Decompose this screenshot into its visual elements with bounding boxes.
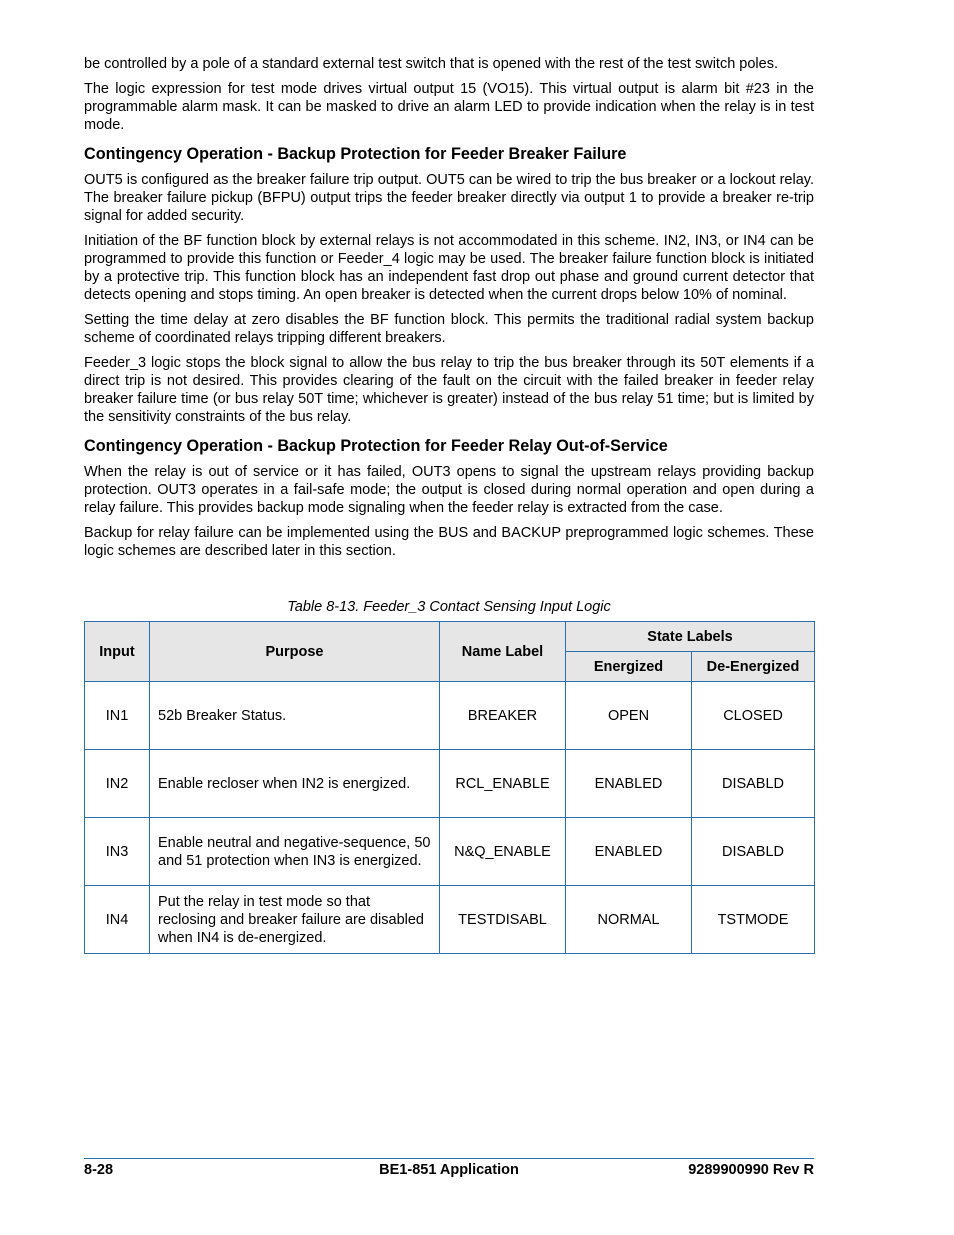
body-paragraph: be controlled by a pole of a standard external test switch that is opened with the rest of the test switch poles.	[84, 56, 778, 72]
table-row	[85, 818, 815, 886]
cell-purpose: Enable neutral and negative-sequence, 50 and 51 protection when IN3 is energized.	[150, 818, 440, 886]
cell-energized: NORMAL	[566, 886, 692, 954]
cell-purpose: Put the relay in test mode so that reclosing and breaker failure are disabled when IN4 is de-energized.	[150, 886, 440, 954]
table-row	[85, 750, 815, 818]
cell-purpose: 52b Breaker Status.	[150, 682, 440, 750]
page-content	[84, 55, 814, 954]
body-paragraph: The logic expression for test mode drives virtual output 15 (VO15). This virtual output is alarm bit #23 in the programmable alarm mask. It can be masked to drive an alarm LED to provide indication when the relay is in test mode.	[84, 81, 814, 133]
section-heading-relay-out-of-service: Contingency Operation - Backup Protection for Feeder Relay Out-of-Service	[84, 437, 668, 455]
document-number: 9289900990 Rev R	[688, 1162, 814, 1178]
header-de-energized: De-Energized	[692, 652, 815, 682]
cell-input: IN3	[85, 818, 150, 886]
header-purpose: Purpose	[150, 622, 440, 682]
table-row	[85, 886, 815, 954]
cell-energized: OPEN	[566, 682, 692, 750]
document-title: BE1-851 Application	[379, 1162, 519, 1178]
cell-input: IN1	[85, 682, 150, 750]
cell-name-label: RCL_ENABLE	[440, 750, 566, 818]
cell-de-energized: DISABLD	[692, 750, 815, 818]
header-state-labels: State Labels	[566, 622, 815, 652]
cell-energized: ENABLED	[566, 750, 692, 818]
body-paragraph: Setting the time delay at zero disables the BF function block. This permits the traditional radial system backup scheme of coordinated relays tripping different breakers.	[84, 312, 814, 346]
page-number: 8-28	[84, 1162, 114, 1178]
page-footer	[84, 1158, 814, 1178]
cell-name-label: N&Q_ENABLE	[440, 818, 566, 886]
cell-input: IN4	[85, 886, 150, 954]
header-name-label: Name Label	[440, 622, 566, 682]
contact-sensing-input-table	[84, 621, 815, 954]
cell-input: IN2	[85, 750, 150, 818]
section-heading-breaker-failure: Contingency Operation - Backup Protection for Feeder Breaker Failure	[84, 145, 627, 163]
cell-de-energized: TSTMODE	[692, 886, 815, 954]
cell-de-energized: DISABLD	[692, 818, 815, 886]
cell-energized: ENABLED	[566, 818, 692, 886]
cell-name-label: TESTDISABL	[440, 886, 566, 954]
cell-name-label: BREAKER	[440, 682, 566, 750]
table-row	[85, 682, 815, 750]
cell-purpose: Enable recloser when IN2 is energized.	[150, 750, 440, 818]
cell-de-energized: CLOSED	[692, 682, 815, 750]
body-paragraph: Initiation of the BF function block by external relays is not accommodated in this scheme. IN2, IN3, or IN4 can be programmed to provide this function or Feeder_4 logic may be used. The breaker failure function block is initiated by a protective trip. This function block has an independent fast drop out phase and ground current detector that detects opening and stops timing. An open breaker is detected when the current drops below 10% of nominal.	[84, 233, 814, 303]
body-paragraph: When the relay is out of service or it has failed, OUT3 opens to signal the upstream relays providing backup protection. OUT3 operates in a fail-safe mode; the output is closed during normal operation and open during a relay failure. This provides backup mode signaling when the feeder relay is extracted from the case.	[84, 464, 814, 516]
body-paragraph: Feeder_3 logic stops the block signal to allow the bus relay to trip the bus breaker through its 50T elements if a direct trip is not desired. This provides clearing of the fault on the circuit with the failed breaker in feeder relay breaker failure time (or bus relay 50T time; whichever is greater) instead of the bus relay 51 time; but is limited by the sensitivity constraints of the bus relay.	[84, 355, 814, 425]
body-paragraph: OUT5 is configured as the breaker failure trip output. OUT5 can be wired to trip the bus breaker or a lockout relay. The breaker failure pickup (BFPU) output trips the feeder breaker directly via output 1 to provide a breaker re-trip signal for added security.	[84, 172, 814, 224]
header-input: Input	[85, 622, 150, 682]
header-energized: Energized	[566, 652, 692, 682]
table-caption: Table 8-13. Feeder_3 Contact Sensing Input Logic	[287, 599, 611, 615]
body-paragraph: Backup for relay failure can be implemented using the BUS and BACKUP preprogrammed logic schemes. These logic schemes are described later in this section.	[84, 525, 814, 559]
